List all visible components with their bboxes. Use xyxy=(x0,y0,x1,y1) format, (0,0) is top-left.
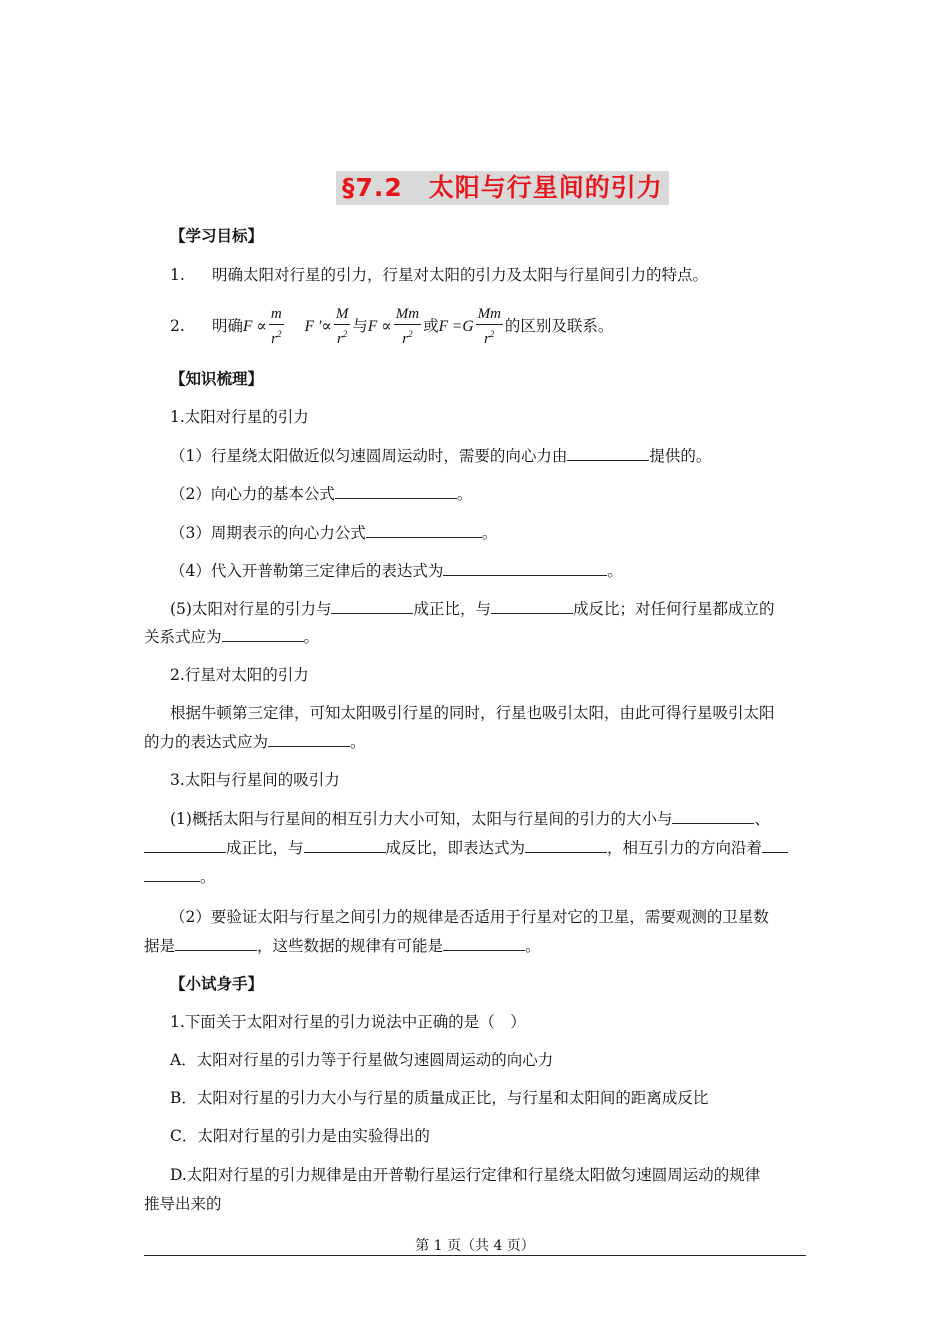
item-text: ，相互引力的方向沿着 xyxy=(607,839,763,857)
fill-in-item-3 xyxy=(170,522,497,544)
item-text: 。 xyxy=(303,628,320,646)
objective-text: 明确 xyxy=(212,317,244,335)
subsection-title: 3.太阳与行星间的吸引力 xyxy=(170,771,340,789)
objective-item-2 xyxy=(170,305,613,349)
answer-option-c[interactable]: C．太阳对行星的引力是由实验得出的 xyxy=(170,1127,430,1145)
answer-option-d-cont: 推导出来的 xyxy=(144,1195,222,1213)
formula-fraction xyxy=(269,305,284,349)
fill-in-item-6-cont xyxy=(144,866,216,888)
item-text: 。 xyxy=(481,524,498,542)
item-text: 成反比；对任何行星都成立的 xyxy=(572,600,775,618)
item-text: 。 xyxy=(350,733,366,751)
item-text: （2）向心力的基本公式 xyxy=(170,485,335,503)
item-text: (1)概括太阳与行星间的相互引力大小可知，太阳与行星间的引力的大小与 xyxy=(170,810,673,828)
answer-option-d[interactable]: D.太阳对行星的引力规律是由开普勒行星运行定律和行星绕太阳做匀速圆周运动的规律 xyxy=(170,1166,761,1184)
answer-blank[interactable] xyxy=(144,837,226,853)
fraction-denominator: r xyxy=(402,331,409,347)
item-text: ，这些数据的规律有可能是 xyxy=(257,937,444,955)
fraction-numerator: m xyxy=(269,305,284,325)
objective-text: 与 xyxy=(352,317,368,335)
answer-blank[interactable] xyxy=(304,837,386,853)
answer-option-a[interactable]: A．太阳对行星的引力等于行星做匀速圆周运动的向心力 xyxy=(170,1051,554,1069)
section-heading-objectives: 【学习目标】 xyxy=(170,227,264,245)
fill-in-item-5 xyxy=(170,598,775,620)
answer-blank[interactable] xyxy=(672,808,754,824)
fraction-numerator: Mm xyxy=(476,305,503,325)
objective-text: 的区别及联系。 xyxy=(504,317,614,335)
answer-blank[interactable] xyxy=(762,837,788,853)
question-stem: 1.下面关于太阳对行星的引力说法中正确的是（ ） xyxy=(170,1013,526,1031)
answer-blank[interactable] xyxy=(175,935,257,951)
answer-blank[interactable] xyxy=(335,483,457,499)
item-text: 提供的。 xyxy=(649,447,712,465)
answer-blank[interactable] xyxy=(525,837,607,853)
item-text: 、 xyxy=(754,810,770,828)
answer-blank[interactable] xyxy=(443,935,525,951)
item-text: 。 xyxy=(200,868,216,886)
answer-blank[interactable] xyxy=(331,598,413,614)
formula-lhs: F =G xyxy=(438,318,474,335)
fraction-numerator: Mm xyxy=(394,305,421,325)
fraction-denominator: r xyxy=(271,331,277,347)
item-text: （1）行星绕太阳做近似匀速圆周运动时，需要的向心力由 xyxy=(170,447,568,465)
answer-blank[interactable] xyxy=(366,522,482,538)
section-heading-practice: 【小试身手】 xyxy=(170,975,264,993)
fraction-exponent: 2 xyxy=(342,329,348,339)
item-text: （4）代入开普勒第三定律后的表达式为 xyxy=(170,562,444,580)
section-heading-knowledge: 【知识梳理】 xyxy=(170,370,264,388)
fill-in-item-7-cont xyxy=(144,935,541,957)
paragraph-line: 根据牛顿第三定律，可知太阳吸引行星的同时，行星也吸引太阳，由此可得行星吸引太阳 xyxy=(170,704,775,722)
item-text: 。 xyxy=(525,937,541,955)
item-text: 。 xyxy=(456,485,473,503)
fraction-exponent: 2 xyxy=(408,329,413,339)
fraction-numerator: M xyxy=(334,305,351,325)
item-text: 成正比，与 xyxy=(413,600,491,618)
objective-text: 明确太阳对行星的引力，行星对太阳的引力及太阳与行星间引力的特点。 xyxy=(212,266,709,284)
item-text: 据是 xyxy=(144,937,176,955)
subsection-title: 1.太阳对行星的引力 xyxy=(170,408,309,426)
item-text: （3）周期表示的向心力公式 xyxy=(170,524,366,542)
fill-in-item-6-cont xyxy=(144,837,788,859)
fill-in-item-2 xyxy=(170,483,472,505)
objective-item-1 xyxy=(170,264,708,286)
fill-in-item-6 xyxy=(170,808,770,830)
item-text: 关系式应为 xyxy=(144,628,222,646)
fill-in-item-4 xyxy=(170,560,623,582)
subsection-title: 2.行星对太阳的引力 xyxy=(170,666,309,684)
formula-fraction xyxy=(476,305,503,349)
fraction-exponent: 2 xyxy=(276,329,282,339)
item-text: 。 xyxy=(607,562,623,580)
formula-lhs: F ′∝ xyxy=(304,318,332,335)
page-footer: 第 1 页（共 4 页） xyxy=(415,1238,535,1254)
formula-lhs: F ∝ xyxy=(367,318,392,335)
answer-blank[interactable] xyxy=(443,560,607,576)
answer-blank[interactable] xyxy=(144,866,200,882)
fraction-denominator: r xyxy=(484,331,490,347)
answer-blank[interactable] xyxy=(491,598,573,614)
formula-fraction xyxy=(394,305,421,349)
objective-text: 或 xyxy=(423,317,439,335)
item-text: 的力的表达式应为 xyxy=(144,733,269,751)
answer-blank[interactable] xyxy=(222,626,304,642)
answer-blank[interactable] xyxy=(268,731,350,747)
fill-in-item-1 xyxy=(170,445,711,467)
formula-lhs: F ∝ xyxy=(243,318,267,335)
objective-number: 1. xyxy=(170,266,185,284)
fraction-exponent: 2 xyxy=(489,329,495,339)
item-text: 成反比，即表达式为 xyxy=(385,839,526,857)
objective-number: 2. xyxy=(170,317,185,335)
paragraph-line xyxy=(144,731,366,753)
page-title: §7.2 太阳与行星间的引力 xyxy=(336,171,669,205)
fill-in-item-7: （2）要验证太阳与行星之间引力的规律是否适用于行星对它的卫星，需要观测的卫星数 xyxy=(170,908,769,926)
answer-option-b[interactable]: B．太阳对行星的引力大小与行星的质量成正比，与行星和太阳间的距离成反比 xyxy=(170,1089,709,1107)
item-text: (5)太阳对行星的引力与 xyxy=(170,600,332,618)
fraction-denominator: r xyxy=(336,331,343,347)
footer-rule xyxy=(144,1255,806,1256)
fill-in-item-5-cont xyxy=(144,626,319,648)
item-text: 成正比，与 xyxy=(226,839,304,857)
formula-fraction xyxy=(334,305,351,349)
answer-blank[interactable] xyxy=(567,445,649,461)
